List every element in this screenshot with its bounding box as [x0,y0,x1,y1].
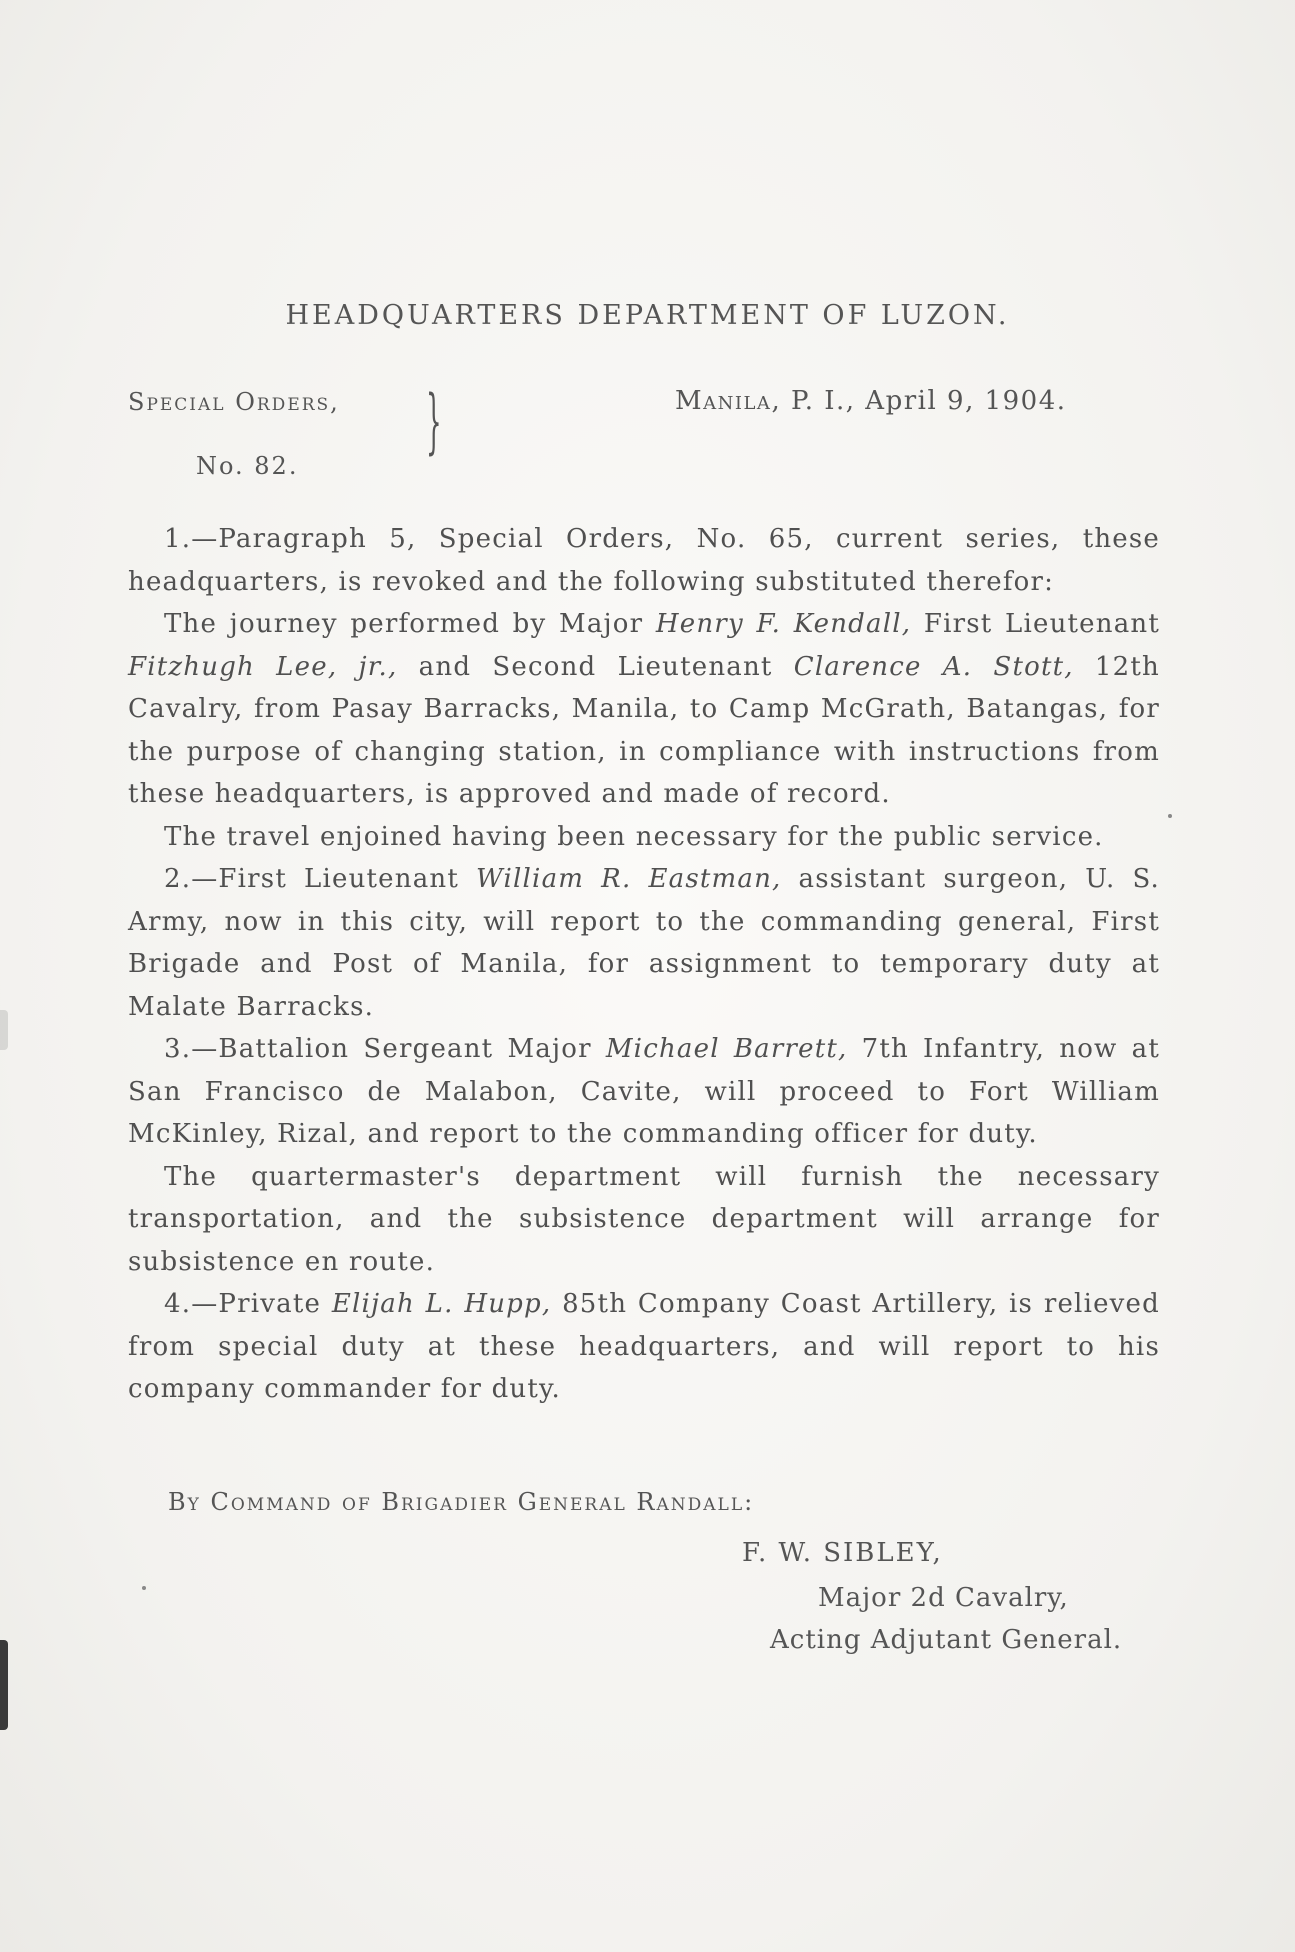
paragraph-1-travel [128,816,1160,859]
paragraph-text: 4.—Private [164,1289,332,1319]
speck [1168,814,1172,818]
paragraph-text: The journey performed by Major [164,609,656,639]
special-orders-label [128,388,340,480]
paragraph-text: 7th Infantry, now at San Francisco de Malabon, Cavite, will proceed to Fort William McKinley, Rizal, and report to the commanding officer for duty. [128,1034,1160,1149]
document-body [128,518,1160,1411]
officer-name: Fitzhugh Lee, jr., [128,651,398,682]
signatory-title: Acting Adjutant General. [770,1625,1123,1655]
paragraph-text: and Second Lieutenant [397,651,794,682]
paragraph-3-transport [128,1156,1160,1284]
page-edge-mark [0,1640,8,1730]
signatory-rank: Major 2d Cavalry, [818,1583,1069,1613]
paragraph-1-journey [128,603,1160,816]
page-edge-mark [0,1010,8,1050]
orders-label: Special Orders, [128,388,340,416]
officer-name: Elijah L. Hupp, [331,1289,552,1319]
paragraph-text: 12th Cavalry, from Pasay Barracks, Manila, to Camp McGrath, Batangas, for the purpose of changing station, in compliance with instructions from these headquarters, is approved and made of record. [128,651,1161,809]
command-line: By Command of Brigadier General Randall: [168,1488,755,1516]
officer-name: Michael Barrett, [605,1034,848,1064]
paragraph-3 [128,1028,1160,1156]
speck [142,1586,146,1590]
orders-place-date [675,386,1067,416]
orders-date: , P. I., April 9, 1904. [771,386,1067,416]
paragraph-text: assistant surgeon, U. S. Army, now in this city, will report to the commanding general, First Brigade and Post of Manila, for assignment to temporary duty at Malate Barracks. [128,864,1160,1022]
officer-name: Clarence A. Stott, [793,651,1074,682]
paragraph-text: 3.—Battalion Sergeant Major [164,1034,606,1064]
officer-name: Henry F. Kendall, [655,609,912,639]
paragraph-text: 85th Company Coast Artillery, is relieved from special duty at these headquarters, and will report to his company commander for duty. [128,1289,1160,1404]
paragraph-2 [128,858,1160,1028]
orders-place: Manila [675,386,772,416]
paragraph-text: The travel enjoined having been necessary for the public service. [164,821,1104,852]
officer-name: William R. Eastman, [476,864,782,894]
brace-icon: } [426,380,442,462]
paragraph-1 [128,518,1160,603]
document-header: HEADQUARTERS DEPARTMENT OF LUZON. [285,300,1010,331]
paragraph-text: First Lieutenant [911,609,1161,639]
paragraph-text: The quartermaster's department will furnish the necessary transportation, and the subsistence department will arrange for subsistence en route. [128,1161,1160,1277]
paragraph-4 [128,1283,1160,1411]
signatory-name: F. W. SIBLEY, [742,1538,943,1568]
orders-number: No. 82. [196,452,299,480]
paragraph-text: 2.—First Lieutenant [164,864,477,894]
paragraph-text: 1.—Paragraph 5, Special Orders, No. 65, current series, these headquarters, is revoked and the following substituted therefor: [128,524,1160,597]
